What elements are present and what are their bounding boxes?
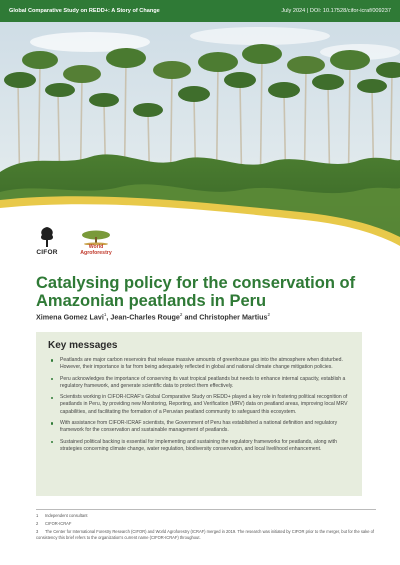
footnote-text: CIFOR-ICRAF: [45, 520, 72, 526]
footnote-text: Independent consultant: [45, 513, 88, 518]
footnote-number: 2: [36, 520, 39, 526]
key-messages-box: [36, 332, 362, 496]
key-messages-heading: Key messages: [48, 340, 118, 351]
footnote: [36, 513, 376, 519]
authors-line: Ximena Gomez Lavi$^1$, Jean-Charles Rouge$^2$ and Christopher Martius$^2$: [36, 312, 271, 322]
author-connector: and: [184, 312, 198, 322]
author-name: Ximena Gomez Lavi: [36, 312, 104, 322]
author-affiliation-marker: 2: [267, 312, 271, 317]
author-affiliation-marker: 2: [179, 312, 183, 317]
author-affiliation-marker: 1: [103, 312, 107, 317]
footnote-number: 3: [36, 528, 39, 534]
world-agroforestry-logo-text: World Agroforestry: [80, 244, 112, 256]
partner-logos: [36, 226, 116, 256]
footnotes: [36, 509, 376, 543]
world-agroforestry-logo: [76, 229, 116, 256]
key-message-item: Sustained political backing is essential for implementing and sustaining the regulatory frameworks for peatlands, along with strategies concerning climate change, water regulation, biodiversity conservation, and local livelihood enhancement.: [48, 439, 350, 453]
key-message-item: Peatlands are major carbon reservoirs that release massive amounts of greenhouse gas into the atmosphere when disturbed. However, their importance is far from being adequately reflected in global and national climate change mitigation policies.: [48, 357, 350, 371]
publication-meta: July 2024 | DOI: 10.17528/cifor-icraf/009237: [281, 8, 391, 14]
key-message-item: Scientists working in CIFOR-ICRAF's Global Comparative Study on REDD+ played a key role in fostering political recognition of peatlands in Peru, by providing new Monitoring, Reporting, and Verification (MRV) data on peatland areas, improving local MRV capabilities, and facilitating the formation of a Peruvian peatland community to safeguard this ecosystem.: [48, 394, 350, 416]
key-message-item: Peru acknowledges the importance of conserving its vast tropical peatlands but needs to enhance internal capacity, establish a regulatory framework, and generate scientific data to protect them effectively.: [48, 376, 350, 390]
footnote-text: The Center for International Forestry Research (CIFOR) and World Agroforestry (ICRAF) merged in 2019. The research was initiated by CIFOR prior to the merger, but for the sake of consistency this brief refers to the organization's current name (CIFOR-ICRAF) throughout.: [36, 528, 375, 540]
author-name: Jean-Charles Rouge: [110, 312, 180, 322]
cifor-logo: [36, 226, 58, 256]
key-messages-list: [48, 357, 350, 453]
cifor-logo-text: CIFOR: [36, 249, 58, 256]
cifor-tree-icon: [38, 226, 56, 248]
author-name: Christopher Martius: [199, 312, 268, 322]
key-message-item: With assistance from CIFOR-ICRAF scientists, the Government of Peru has established a national definition and regulatory framework for the conservation and sustainable management of peatlands.: [48, 420, 350, 434]
series-title: Global Comparative Study on REDD+: A Story of Change: [9, 8, 160, 14]
document-title: Catalysing policy for the conservation of Amazonian peatlands in Peru: [36, 274, 356, 311]
footnote: [36, 529, 376, 541]
footnote: [36, 521, 376, 527]
footnote-number: 1: [36, 513, 39, 518]
world-agroforestry-tree-icon: [80, 229, 112, 245]
header-bar: [0, 0, 400, 22]
